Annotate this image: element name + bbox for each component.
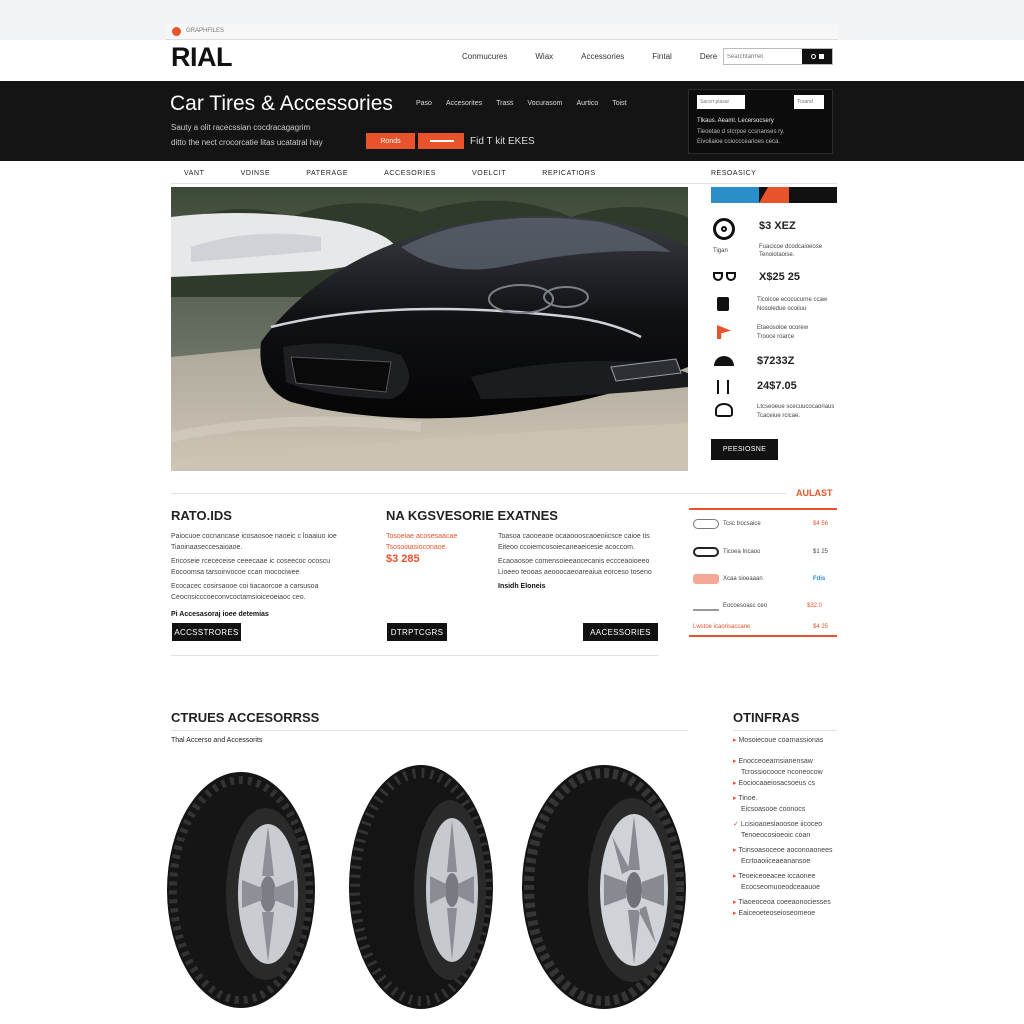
sub-nav-item[interactable]: VDINSE: [240, 170, 271, 177]
side-product-price: X$25 25: [759, 271, 800, 283]
paragraph-line: Ecaoaosoe comensoieeaocecanis eccceaoioeeo: [498, 558, 650, 565]
side-product[interactable]: [711, 352, 837, 372]
mini-list-text: Ticoea Incaoo: [723, 549, 761, 555]
paragraph-line: Toasoa caooeaoe ocaaoooscaoeoiicsce caioe tis: [498, 533, 650, 540]
mini-list-text: Tcsc trocsaice: [723, 521, 761, 527]
tire-icon: [520, 762, 688, 1012]
side-link[interactable]: Tenoeocosioeoic coan: [741, 832, 811, 839]
sunglasses-icon: [713, 272, 737, 282]
side-product[interactable]: [711, 377, 837, 397]
tire-icon: [346, 762, 496, 1012]
top-nav-item[interactable]: Dere: [699, 52, 718, 61]
hero-nav-item[interactable]: Toist: [612, 100, 627, 107]
bullet-icon: ▸: [733, 873, 739, 880]
side-link[interactable]: Ecrtoaoiiceaeanansoe: [741, 858, 811, 865]
flag-icon: [717, 325, 731, 339]
side-product-text: Tcaceiue rcicae.: [757, 413, 801, 419]
hero-nav-item[interactable]: Paso: [416, 100, 432, 107]
top-nav-item[interactable]: Conmucures: [462, 52, 508, 61]
tire-product-image[interactable]: [166, 770, 316, 1010]
tire-wheel-icon: [713, 218, 735, 240]
side-product-text: Ticoicoe ecocucurne ccaw: [757, 297, 828, 303]
search-input[interactable]: [727, 51, 799, 62]
hero-nav-item[interactable]: Aurtico: [576, 100, 599, 107]
side-heading: OTINFRAS: [733, 710, 800, 725]
bullet-icon: ▸: [733, 847, 739, 854]
side-product[interactable]: [711, 294, 837, 316]
mid-column-1: [171, 531, 366, 620]
hero-subtitle: Sauty a olit racecssian cocdracagagrim: [171, 123, 311, 132]
column-note: Insidh Eloneis: [498, 583, 546, 590]
side-link[interactable]: ▸ Enocceoearnsianensaw: [733, 758, 813, 765]
sub-nav-item[interactable]: ACCESORIES: [384, 170, 437, 177]
fan-icon: [715, 403, 733, 417]
side-product[interactable]: [711, 268, 837, 288]
sub-nav-item[interactable]: PATERAGE: [306, 170, 349, 177]
bag-icon: [717, 297, 729, 311]
banner-accent-blue: [711, 187, 759, 203]
mini-list-item[interactable]: [689, 620, 837, 636]
paragraph-line: Ceocnsicccoeconvcoctamsioiceoeiaoc ceo.: [171, 594, 306, 601]
side-link[interactable]: ▸ Teoeiceoeacee iccaonee: [733, 873, 816, 880]
hero-form-panel: [688, 89, 833, 154]
hero-form-text: Eivoliaioe coiocccearioes ceca.: [697, 139, 781, 145]
search-icon: [811, 54, 816, 59]
side-product-price: $7233Z: [757, 355, 795, 367]
side-product-text: Etaeosoloe ocorew: [757, 325, 809, 331]
hero-primary-button[interactable]: Ronds: [366, 133, 415, 149]
side-link[interactable]: Tcrossiocooce nconeocow: [741, 769, 823, 776]
side-link[interactable]: ▸ Tinoe.: [733, 795, 758, 802]
sub-nav: [184, 170, 596, 177]
hero-nav-item[interactable]: Vocurasom: [527, 100, 563, 107]
side-product[interactable]: [711, 216, 837, 258]
top-nav: [462, 52, 717, 61]
bullet-icon: ▸: [733, 910, 739, 917]
mini-list-price: $4 56: [813, 521, 829, 527]
bullet-icon: ▸: [733, 780, 739, 787]
top-nav-item[interactable]: Fintal: [652, 52, 672, 61]
side-products-button[interactable]: PEESIOSNE: [711, 439, 778, 460]
mid-column-3: [498, 531, 658, 592]
side-product-price: $3 XEZ: [759, 220, 796, 232]
hero-form-field[interactable]: [697, 95, 745, 109]
divider: [171, 730, 688, 731]
hero-nav: [416, 100, 627, 107]
side-product-price: 24$7.05: [757, 380, 797, 392]
menu-icon: [819, 54, 824, 59]
top-nav-item[interactable]: Accessories: [581, 52, 625, 61]
mini-list-text: Eocoesoasc ceo: [723, 603, 768, 609]
browser-favicon-icon: [172, 27, 181, 36]
side-link[interactable]: ✓ Lcisioaoesiaoosoe iicoceo: [733, 821, 823, 828]
hero-form-title: Tlkaus. Aeaml. Lecersocsery: [697, 118, 774, 124]
highlight-text: Tsosoiaasioconaoe.: [386, 544, 448, 551]
hero-form-field[interactable]: [794, 95, 824, 109]
cap-icon: [714, 356, 734, 366]
top-nav-item[interactable]: Wiax: [535, 52, 554, 61]
glasses-icon: [693, 547, 719, 557]
mini-list-item[interactable]: [689, 568, 837, 590]
side-link[interactable]: Ecocseomuoeodceaauoe: [741, 884, 821, 891]
bullet-icon: ▸: [733, 899, 739, 906]
mid-column-2: [386, 531, 486, 565]
site-logo[interactable]: RIAL: [171, 42, 232, 72]
paragraph-line: Ecocacec cosirsaooe coi tiacaorcoe a carsusoa: [171, 583, 319, 590]
hero-banner: [0, 81, 1024, 161]
hero-nav-item[interactable]: Accesorites: [445, 100, 483, 107]
side-link[interactable]: ▸ Eociocaaeiosacsoeus cs: [733, 780, 816, 787]
paragraph-line: Lioeeo teooas aeooocaeoareaiua eorceso toseno: [498, 569, 652, 576]
search-button[interactable]: [802, 49, 832, 64]
banner-accent-orange: [759, 187, 789, 203]
mini-list-item[interactable]: [689, 541, 837, 563]
browser-tab-bar: [166, 24, 838, 40]
paragraph-line: Tiaoinaaseccesaioaoe.: [171, 544, 243, 551]
side-product-text: Ltcseoeue scecuucocaoriaus: [757, 404, 835, 410]
mini-list-item[interactable]: [689, 514, 837, 536]
column-note: Pi Accesasoraj ioee detemias: [171, 611, 269, 618]
hero-secondary-button[interactable]: [418, 133, 464, 149]
paragraph-line: Eocoomsa tarsoinvocoe ccan mocociwee: [171, 569, 300, 576]
mini-list-price: $4 25: [813, 624, 829, 630]
hero-title: Car Tires & Accessories: [170, 92, 393, 115]
side-product-caption: Tigan: [713, 248, 728, 254]
mini-product-list: [689, 508, 837, 637]
check-icon: ✓: [733, 821, 741, 828]
browser-tab-label[interactable]: GRAPHFILES: [186, 28, 225, 34]
badge-label: AULAST: [796, 488, 833, 498]
car-illustration: [171, 187, 688, 471]
side-link[interactable]: ▸ Eaiceoeteoseioseomeoe: [733, 910, 816, 917]
section-subheading: Thal Accerso and Accessorits: [171, 737, 263, 744]
side-product-text: Fuacicoe dcodcaioeose: [759, 244, 823, 250]
side-link[interactable]: ▸ Mosoiecoue coarnassionas: [733, 737, 824, 744]
side-link-list: [733, 735, 837, 919]
accessories-button[interactable]: ACCSSTRORES: [172, 623, 241, 641]
paragraph-line: Encoseie rcececeise ceeecaae ic coseecoc ocoscu: [171, 558, 331, 565]
mini-list-price: Fdis: [813, 576, 826, 582]
side-product-text: Nosoiedue ocoiiuu: [757, 306, 807, 312]
section-heading: NA KGSVESORIE EXATNES: [386, 508, 558, 523]
side-product-text: Tenoiotaoise.: [759, 252, 795, 258]
divider: [733, 730, 837, 731]
mini-list-text: Lwstoe icaorisaccane: [693, 624, 751, 630]
sub-nav-item[interactable]: VOELCIT: [472, 170, 507, 177]
bars-icon: [717, 380, 729, 394]
sub-nav-item[interactable]: VANT: [184, 170, 205, 177]
side-link[interactable]: ▸ Tcinsoasoceoe aoconoaonees: [733, 847, 833, 854]
side-product[interactable]: [711, 322, 837, 344]
hero-promo: Fid T kit EKES: [470, 136, 535, 147]
bullet-icon: ▸: [733, 758, 739, 765]
side-banner: [711, 187, 837, 203]
car-hero-image: [171, 187, 688, 471]
highlight-text: Tosoeiae acosesaacae: [386, 533, 458, 540]
glasses-icon: [693, 519, 719, 529]
tire-product-image[interactable]: [346, 762, 496, 1012]
search-box: [723, 48, 833, 65]
mini-list-price: $1 25: [813, 549, 829, 555]
side-link[interactable]: ▸ Tiaoeoceoa coeeaonociesses: [733, 899, 831, 906]
arrow-icon: [430, 140, 454, 142]
mini-list-price: $32.0: [807, 603, 823, 609]
mini-list-text: Xcaa sioeaaan: [723, 576, 763, 582]
divider: [171, 493, 786, 494]
divider: [171, 655, 658, 656]
hero-nav-item[interactable]: Trass: [496, 100, 514, 107]
paragraph-line: Paiocuoe cocnancase icosaosoe naoeic c loaaiuo ioe: [171, 533, 337, 540]
tire-icon: [166, 770, 316, 1010]
part-icon: [693, 601, 719, 611]
side-product-text: Trooce roarce: [757, 334, 795, 340]
bullet-icon: ▸: [733, 737, 739, 744]
mini-list-item[interactable]: [689, 595, 837, 617]
highlight-price: $3 285: [386, 553, 420, 565]
hero-subtitle-2: ditto the nect crocorcatie litas ucatatral hay: [171, 138, 323, 147]
all-accessories-button[interactable]: AACESSORIES: [583, 623, 658, 641]
sub-nav-right[interactable]: RESOASICY: [711, 170, 757, 177]
side-product[interactable]: [711, 400, 837, 422]
sub-nav-item[interactable]: REPICATIORS: [542, 170, 596, 177]
paragraph-line: Eiteoo ccoiemcosoiecaneaeicesie acoccom.: [498, 544, 635, 551]
part-icon: [693, 574, 719, 584]
bullet-icon: ▸: [733, 795, 739, 802]
side-link[interactable]: Eicsoasooe coonocs: [741, 806, 806, 813]
hero-form-text: Tieoetao d stcrpoe ccsnanses ry.: [697, 129, 785, 135]
section-heading: CTRUES ACCESORRSS: [171, 710, 320, 725]
divider: [171, 183, 837, 184]
details-button[interactable]: DTRPTCGRS: [387, 623, 447, 641]
tire-product-image[interactable]: [520, 762, 688, 1012]
section-heading: RATO.IDS: [171, 508, 232, 523]
